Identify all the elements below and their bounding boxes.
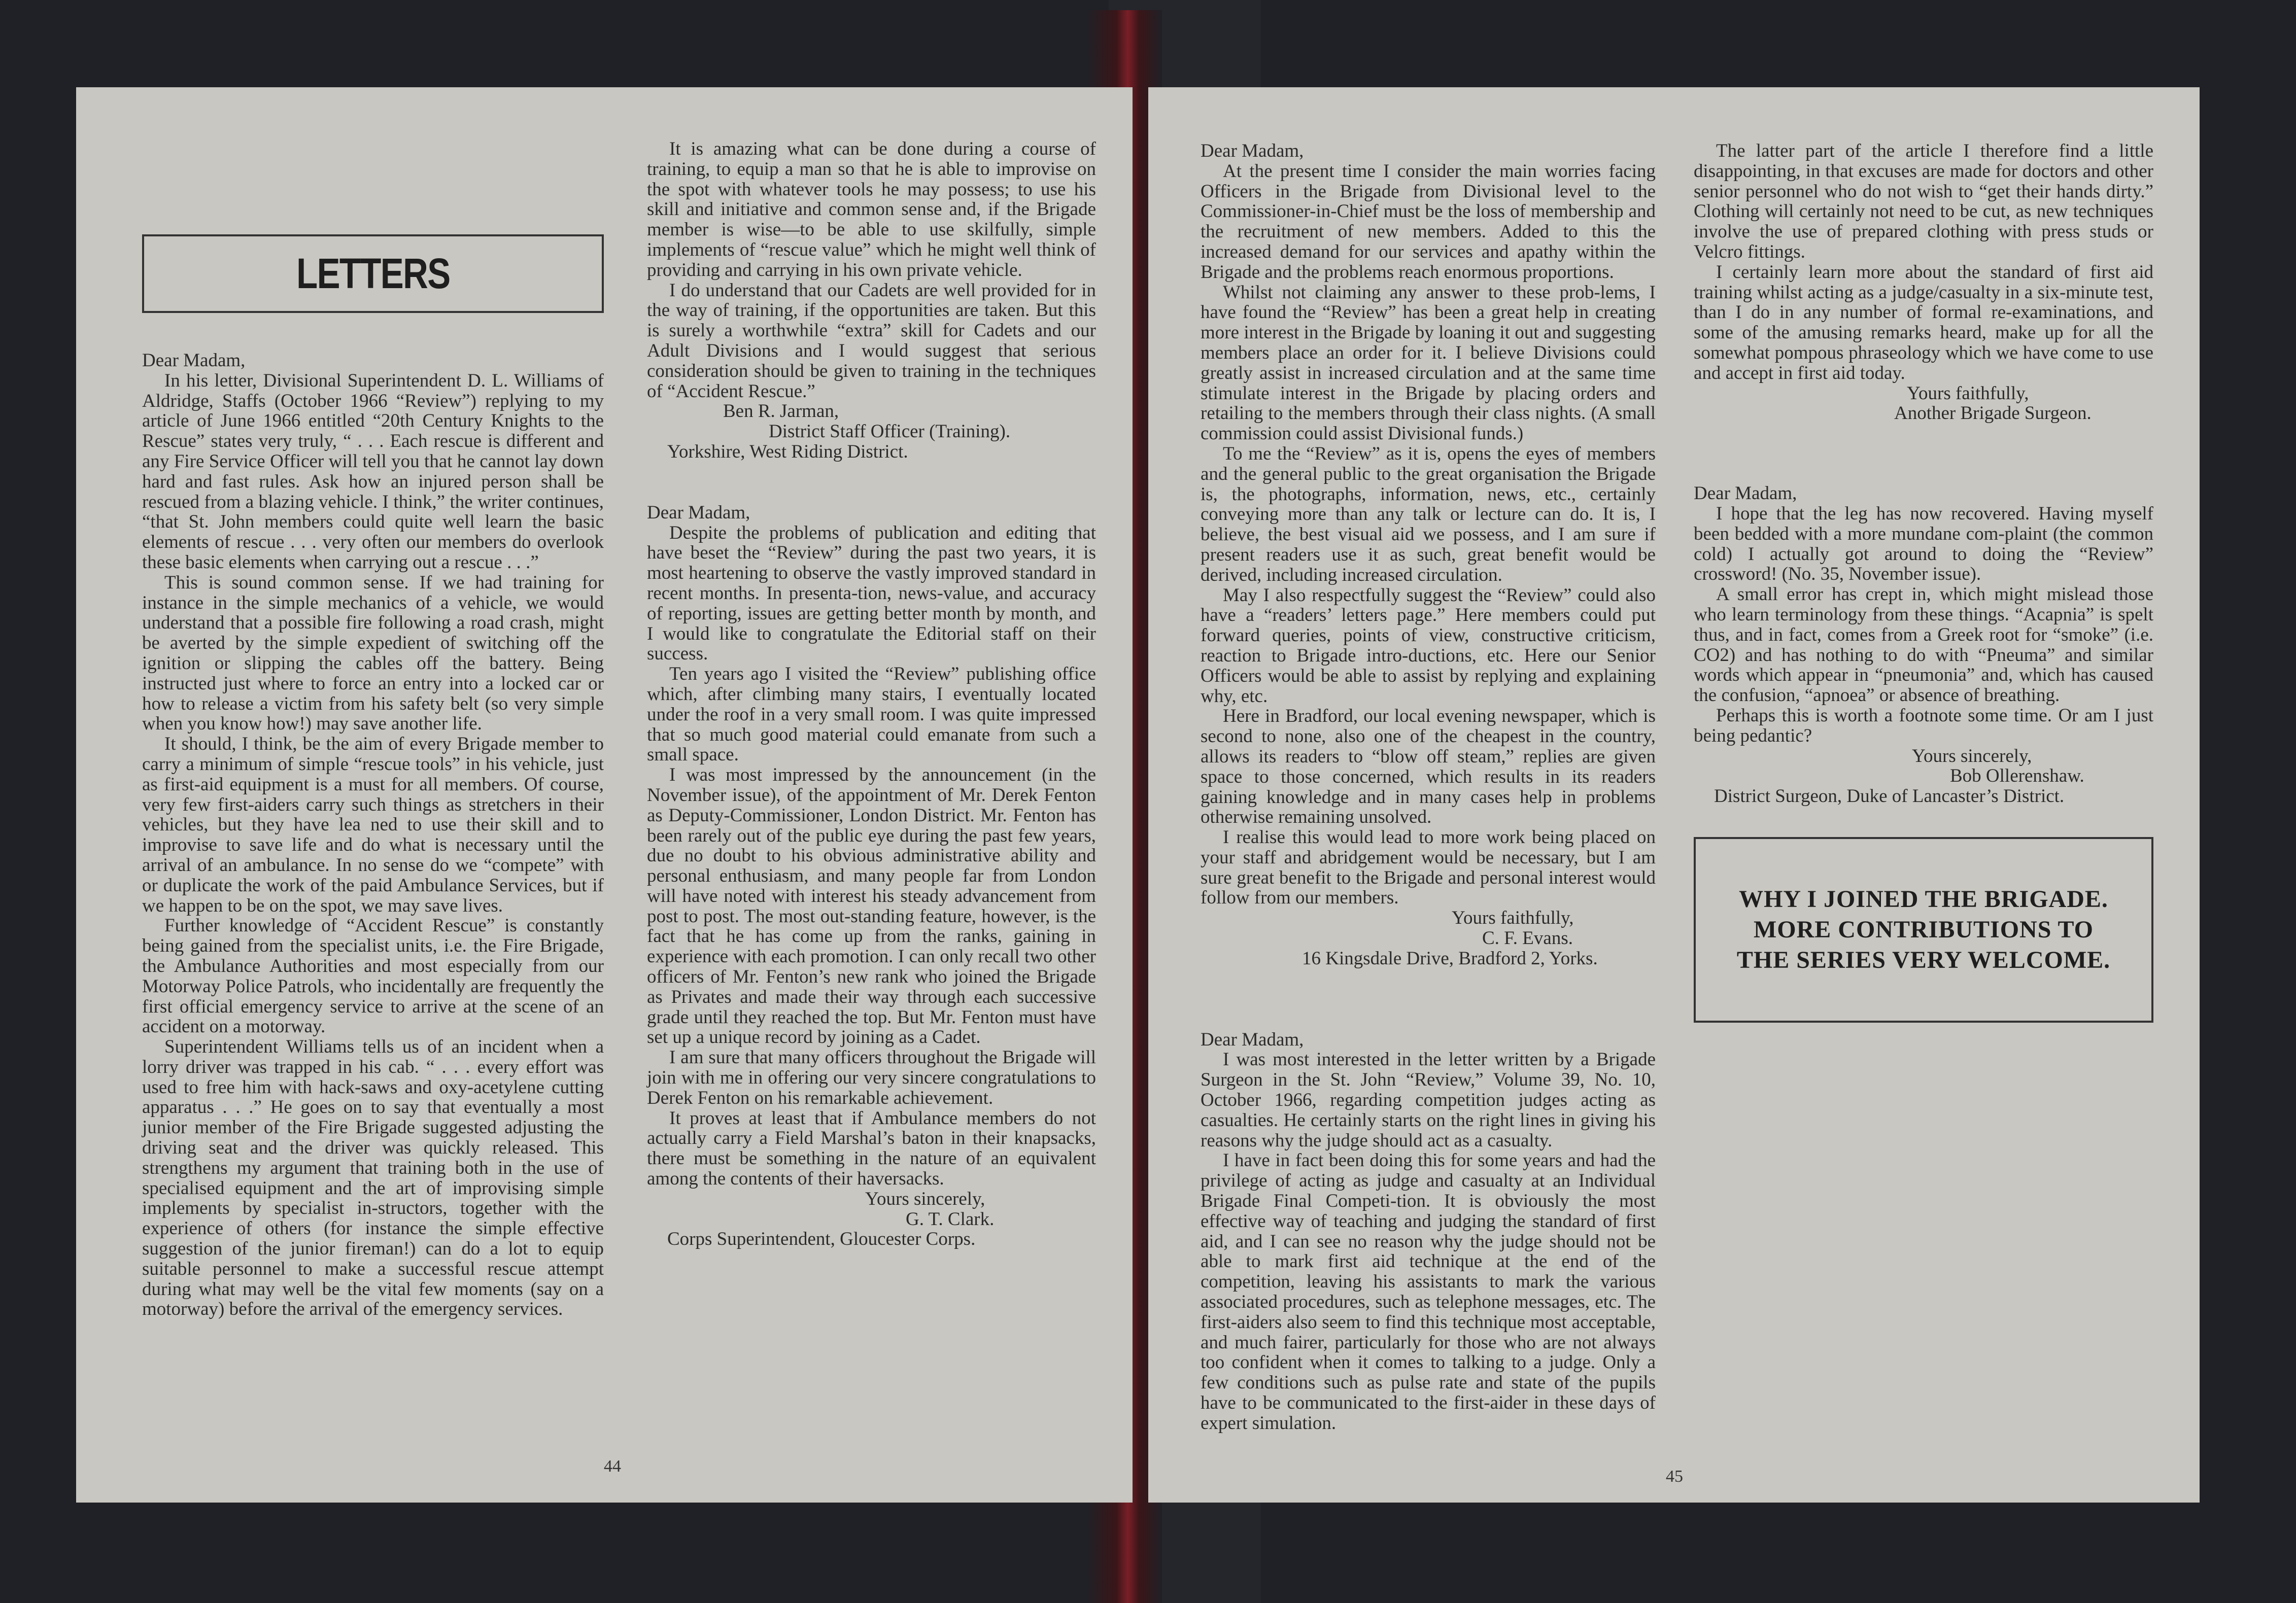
- letter-2-paragraph: I was most impressed by the announcement (in the November issue), of the appointment of Mr. Derek Fenton as Deputy-Commissioner, London District. Mr. Fenton has been rarely out of the public eye during the past few years, due no doubt to his obvious administrative ability and personal enthusiasm, and many people far from London will have noted with interest his steady advancement from post to post. The most out-standing feature, however, is the fact that he has come up from the ranks, gaining in experience with each promotion. I can only recall two other officers of Mr. Fenton’s new rank who joined the Brigade as Privates and made their way through each successive grade until they reached the top. But Mr. Fenton must have set up a unique record by joining as a Cadet.: [647, 764, 1096, 1048]
- letter-3-paragraph: I realise this would lead to more work being placed on your staff and abridgement would be necessary, but I am sure great benefit to the Brigade and personal interest would follow from our members.: [1201, 827, 1656, 909]
- letter-2-paragraph: It proves at least that if Ambulance members do not actually carry a Field Marshal’s baton in their knapsacks, there must be something in the nature of an equivalent among the contents of their haversacks.: [647, 1107, 1096, 1190]
- left-page: [76, 87, 1133, 1503]
- letter-2-signature-name: G. T. Clark.: [906, 1208, 995, 1230]
- letter-1-signature-title: District Staff Officer (Training).: [769, 421, 1011, 442]
- letter-1-signature-place: Yorkshire, West Riding District.: [667, 441, 908, 462]
- column-3: [1201, 141, 1656, 1434]
- page-number-44: 44: [604, 1457, 621, 1476]
- letter-1-signature-name: Ben R. Jarman,: [723, 401, 839, 422]
- letter-3-salutation: Dear Madam,: [1201, 141, 1304, 161]
- letter-1-salutation: Dear Madam,: [142, 350, 246, 371]
- letter-4-signature-name: Another Brigade Surgeon.: [1894, 403, 2092, 424]
- promo-text: WHY I JOINED THE BRIGADE. MORE CONTRIBUTIONS TO THE SERIES VERY WELCOME.: [1736, 885, 2111, 973]
- letter-2-paragraph: Despite the problems of publication and editing that have beset the “Review” during the past two years, it is most heartening to observe the vastly improved standard in recent months. In presenta-tion, news-value, and accuracy of reporting, issues are getting better month by month, and I would like to congratulate the Editorial staff on their success.: [647, 522, 1096, 665]
- page-number-45: 45: [1666, 1467, 1683, 1486]
- letter-2-paragraph: I am sure that many officers throughout the Brigade will join with me in offering our very sincere congratulations to Derek Fenton on his remarkable achievement.: [647, 1047, 1096, 1108]
- letters-heading: LETTERS: [296, 249, 450, 297]
- right-page: [1148, 87, 2200, 1503]
- letter-4-paragraph: I have in fact been doing this for some years and had the privilege of acting as judge and casualty at an Individual Brigade Final Competi-tion. It is obviously the most effective way of teaching and judging the standard of first aid, and I can see no reason why the judge should not be able to mark first aid technique at the end of the competition, leaving his assistants to mark the various associated procedures, such as telephone messages, etc. The first-aiders also seem to find this technique most acceptable, and much fairer, particularly for those who are not always too confident when it comes to talking to a judge. Only a few conditions such as pulse rate and state of the pupils have to be communicated to the first-aider in these days of expert simulation.: [1201, 1150, 1656, 1434]
- letter-2-closing: Yours sincerely,: [865, 1188, 985, 1209]
- letter-1-paragraph: It should, I think, be the aim of every Brigade member to carry a minimum of simple “rescue tools” in his vehicle, just as first-aid equipment is a must for all members. Of course, very few first-aiders carry such things as stretchers in their vehicles, but they have lea ned to use their skill and to improvise to save life and do what is necessary until the arrival of an ambulance. In no sense do we “compete” with or duplicate the work of the paid Ambulance Services, but if we happen to be on the spot, we may save lives.: [142, 734, 604, 916]
- letter-1-paragraph: Superintendent Williams tells us of an incident when a lorry driver was trapped in his cab. “ . . . every effort was used to free him with hack-saws and oxy-acetylene cutting apparatus . . .” He goes on to say that eventually a most junior member of the Fire Brigade suggested adjusting the driving seat and the driver was quickly released. This strengthens my argument that training both in the use of specialised equipment and the art of improvising simple implements by specialist in-structors, together with the experience of others (for instance the simple effective suggestion of the junior fireman!) can do a lot to equip suitable personnel to make a successful rescue attempt during what may well be the vital few moments (say on a motorway) before the arrival of the emergency services.: [142, 1036, 604, 1320]
- letter-3-paragraph: At the present time I consider the main worries facing Officers in the Brigade from Divisional level to the Commissioner-in-Chief must be the loss of membership and the recruitment of new members. Added to this the increased demand for our services and apathy within the Brigade and the problems reach enormous proportions.: [1201, 160, 1656, 283]
- letter-4-paragraph: I certainly learn more about the standard of first aid training whilst acting as a judge/casualty in a six-minute test, than I do in any number of formal re-examinations, and some of the amusing remarks heard, make up for all the somewhat pompous phraseology which we have come to use and accept in first aid today.: [1694, 261, 2153, 384]
- letter-3-paragraph: May I also respectfully suggest the “Review” could also have a “readers’ letters page.” Here members could put forward queries, points of view, constructive criticism, reaction to Brigade intro-ductions, etc. Here our Senior Officers would be able to assist by replying and explaining why, etc.: [1201, 584, 1656, 707]
- letter-1-paragraph: In his letter, Divisional Superintendent D. L. Williams of Aldridge, Staffs (October 1966 “Review”) replying to my article of June 1966 entitled “20th Century Knights to the Rescue” states very truly, “ . . . Each rescue is different and any Fire Service Officer will tell you that he cannot lay down hard and fast rules. Ask how an injured person shall be rescued from a blazing vehicle. I think,” the writer continues, “that St. John members could quite well learn the basic elements of rescue . . . very often our members do overlook these basic elements when carrying out a rescue . . .”: [142, 370, 604, 573]
- letter-1-paragraph: This is sound common sense. If we had training for instance in the simple mechanics of a vehicle, we would understand that a possible fire following a road crash, might be averted by the simple expedient of switching off the ignition or slipping the cables off the battery. Being instructed just where to force an entry into a locked car or how to release a victim from his safety belt (so very simple when you know how!) may save another life.: [142, 572, 604, 735]
- promo-box: [1694, 837, 2153, 1023]
- letters-heading-box: [142, 234, 604, 313]
- letter-5-signature-name: Bob Ollerenshaw.: [1950, 765, 2084, 787]
- letter-4-paragraph: I was most interested in the letter written by a Brigade Surgeon in the St. John “Review,” Volume 39, No. 10, October 1966, regarding competition judges acting as casualties. He certainly starts on the right lines in giving his reasons why the judge should act as a casualty.: [1201, 1049, 1656, 1151]
- letter-5-closing: Yours sincerely,: [1912, 745, 2032, 766]
- letter-2-salutation: Dear Madam,: [647, 502, 750, 523]
- letter-1-paragraph: Further knowledge of “Accident Rescue” is constantly being gained from the specialist units, i.e. the Fire Brigade, the Ambulance Authorities and most especially from our Motorway Police Patrols, who incidentally are frequently the first official emergency service to arrive at the scene of an accident on a motorway.: [142, 915, 604, 1037]
- letter-3-signature-address: 16 Kingsdale Drive, Bradford 2, Yorks.: [1302, 948, 1598, 969]
- column-2: [647, 139, 1096, 1249]
- letter-4-closing: Yours faithfully,: [1907, 382, 2029, 404]
- letter-5-paragraph: A small error has crept in, which might mislead those who learn terminology from these things. “Acapnia” is spelt thus, and in fact, comes from a Greek root for “smoke” (i.e. CO2) and has nothing to do with “Pneuma” and similar words which appear in “pneumonia” and, which has caused the confusion, “apnoea” or absence of breathing.: [1694, 584, 2153, 706]
- letter-5-signature-title: District Surgeon, Duke of Lancaster’s District.: [1714, 786, 2065, 807]
- letter-5-paragraph: I hope that the leg has now recovered. Having myself been bedded with a more mundane com-plaint (the common cold) I actually got around to doing the “Review” crossword! (No. 35, November issue).: [1694, 503, 2153, 585]
- letter-1-paragraph: I do understand that our Cadets are well provided for in the way of training, if the opportunities are taken. But this is surely a worthwhile “extra” skill for Cadets and our Adult Divisions and I would suggest that serious consideration should be given to training in the techniques of “Accident Rescue.”: [647, 280, 1096, 402]
- letter-3-paragraph: Here in Bradford, our local evening newspaper, which is second to none, also one of the cheapest in the country, allows its readers to “blow off steam,” replies are given space to those concerned, which results in its readers gaining knowledge and in many cases help in problems otherwise remaining unsolved.: [1201, 706, 1656, 828]
- letter-5-salutation: Dear Madam,: [1694, 483, 1797, 504]
- column-1: [142, 138, 604, 1319]
- letter-5-paragraph: Perhaps this is worth a footnote some time. Or am I just being pedantic?: [1694, 705, 2153, 746]
- column-4: [1694, 141, 2153, 1020]
- letter-1-paragraph: It is amazing what can be done during a course of training, to equip a man so that he is able to improvise on the spot with whatever tools he may possess; to use his skill and initiative and common sense and, if the Brigade member is wise—to be able to use skilfully, simple implements of “rescue value” which he might well think of providing and carrying in his own private vehicle.: [647, 138, 1096, 281]
- letter-3-paragraph: To me the “Review” as it is, opens the eyes of members and the general public to the great organisation the Brigade is, the photographs, information, news, etc., certainly conveying more than any talk or lecture can do. It is, I believe, the best visual aid we possess, and I am sure if present readers use it as such, great benefit would be derived, including increased circulation.: [1201, 443, 1656, 585]
- letter-3-paragraph: Whilst not claiming any answer to these prob-lems, I have found the “Review” has been a great help in creating more interest in the Brigade by loaning it out and suggesting members place an order for it. I believe Divisions could greatly assist in increased circulation and at the same time stimulate interest in the Brigade by placing orders and retailing to the members through their class nights. (A small commission could assist Divisional funds.): [1201, 282, 1656, 444]
- letter-3-closing: Yours faithfully,: [1452, 908, 1574, 929]
- letter-4-paragraph: The latter part of the article I therefore find a little disappointing, in that excuses are made for doctors and other senior personnel who do not wish to “get their hands dirty.” Clothing will certainly not need to be cut, as new techniques involve the use of prepared clothing with press studs or Velcro fittings.: [1694, 141, 2153, 262]
- letter-4-salutation: Dear Madam,: [1201, 1029, 1304, 1050]
- letter-3-signature-name: C. F. Evans.: [1482, 928, 1573, 949]
- letter-2-paragraph: Ten years ago I visited the “Review” publishing office which, after climbing many stairs, I eventually located under the roof in a very small room. I was quite impressed that so much good material could emanate from such a small space.: [647, 664, 1096, 765]
- letter-2-signature-title: Corps Superintendent, Gloucester Corps.: [667, 1229, 976, 1250]
